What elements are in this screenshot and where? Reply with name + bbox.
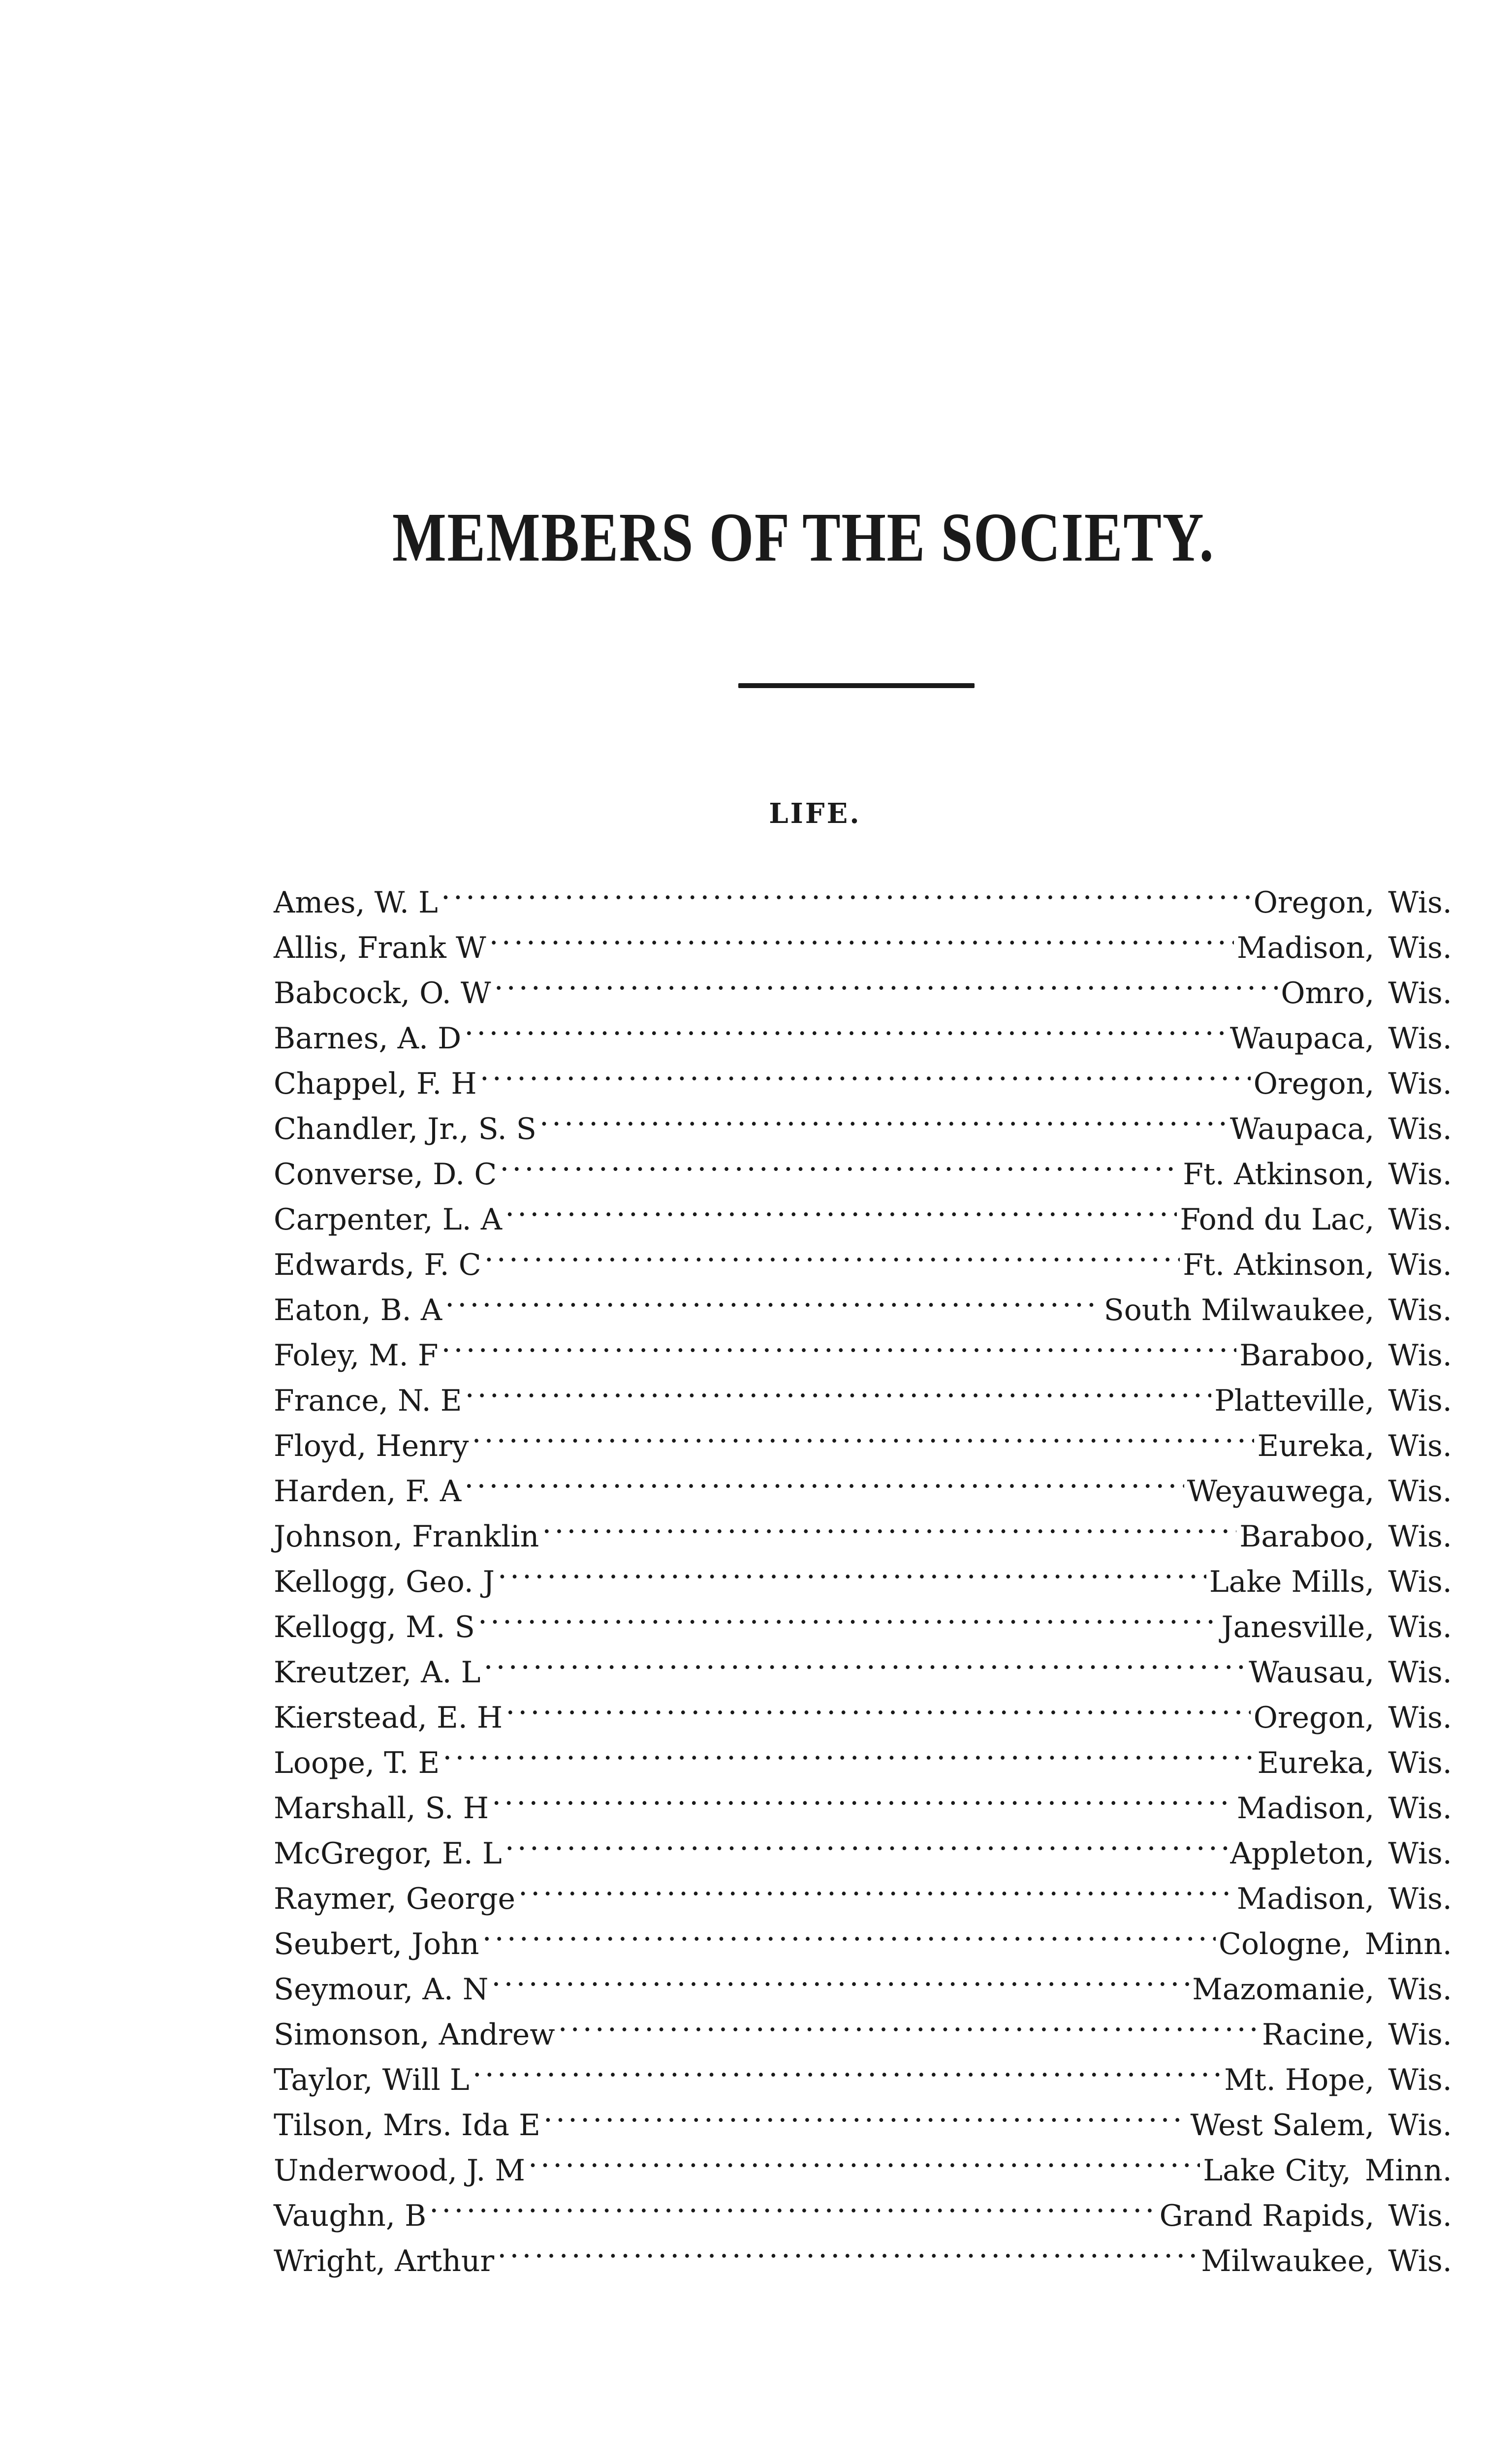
member-location: Eureka, (1257, 1429, 1375, 1463)
member-location: Racine, (1261, 2018, 1375, 2052)
member-location: Waupaca, (1229, 1021, 1375, 1056)
member-name: Kellogg, Geo. J (274, 1565, 495, 1599)
dot-leader (484, 1230, 1180, 1275)
member-name: Underwood, J. M (274, 2153, 525, 2188)
member-state: Wis. (1388, 1021, 1452, 1056)
dot-leader (528, 2135, 1200, 2180)
member-name: Barnes, A. D (274, 1021, 462, 1056)
member-state: Wis. (1388, 1338, 1452, 1373)
member-state: Wis. (1388, 885, 1452, 920)
dot-leader (472, 1411, 1254, 1456)
member-state: Wis. (1388, 1248, 1452, 1282)
dot-leader (464, 1456, 1184, 1501)
dot-leader (498, 1546, 1206, 1592)
dot-leader (494, 958, 1278, 1003)
member-name: Taylor, Will L (274, 2063, 470, 2097)
dot-leader (505, 1682, 1250, 1728)
member-name: Wright, Arthur (274, 2244, 495, 2278)
member-state: Wis. (1388, 931, 1452, 965)
member-state: Wis. (1388, 1112, 1452, 1146)
member-state: Wis. (1388, 976, 1452, 1010)
dot-leader (464, 1003, 1227, 1048)
member-state: Wis. (1388, 2018, 1452, 2052)
member-location: Ft. Atkinson, (1183, 1157, 1375, 1192)
member-state: Wis. (1388, 1384, 1452, 1418)
member-name: McGregor, E. L (274, 1836, 502, 1871)
member-state: Wis. (1388, 1836, 1452, 1871)
member-name: Chappel, F. H (274, 1067, 477, 1101)
member-location: Janesville, (1221, 1610, 1375, 1644)
member-state: Wis. (1388, 2244, 1452, 2278)
member-name: Floyd, Henry (274, 1429, 469, 1463)
member-location: Appleton, (1230, 1836, 1375, 1871)
dot-leader (542, 1501, 1236, 1546)
member-state: Wis. (1388, 1746, 1452, 1780)
dot-leader (558, 1999, 1259, 2045)
member-location: Baraboo, (1239, 1338, 1375, 1373)
member-location: Madison, (1236, 1882, 1375, 1916)
dot-leader (491, 1954, 1189, 1999)
member-location: Mazomanie, (1192, 1972, 1375, 2007)
dot-leader (478, 1592, 1219, 1637)
member-name: Simonson, Andrew (274, 2018, 555, 2052)
member-location: Cologne, (1219, 1927, 1352, 1961)
member-location: Ft. Atkinson, (1183, 1248, 1375, 1282)
member-state: Wis. (1388, 2199, 1452, 2233)
member-location: Madison, (1236, 1791, 1375, 1826)
title-rule-divider (738, 683, 975, 688)
member-state: Wis. (1388, 2108, 1452, 2143)
member-name: Kellogg, M. S (274, 1610, 475, 1644)
member-name: Allis, Frank W (274, 931, 486, 965)
member-location: Fond du Lac, (1180, 1202, 1375, 1237)
member-state: Wis. (1388, 1610, 1452, 1644)
member-state: Wis. (1388, 1701, 1452, 1735)
dot-leader (442, 1728, 1254, 1773)
member-location: Oregon, (1253, 885, 1375, 920)
member-location: Eureka, (1257, 1746, 1375, 1780)
member-name: Carpenter, L. A (274, 1202, 503, 1237)
dot-leader (492, 1773, 1234, 1818)
member-state: Wis. (1388, 1474, 1452, 1509)
member-name: Converse, D. C (274, 1157, 497, 1192)
dot-leader (505, 1184, 1177, 1230)
dot-leader (483, 1637, 1246, 1682)
dot-leader (489, 913, 1234, 958)
dot-leader (445, 1275, 1101, 1320)
member-name: Raymer, George (274, 1882, 516, 1916)
dot-leader (441, 867, 1251, 913)
member-name: Foley, M. F (274, 1338, 439, 1373)
member-location: Waupaca, (1229, 1112, 1375, 1146)
member-name: Kreutzer, A. L (274, 1655, 481, 1690)
member-state: Wis. (1388, 1293, 1452, 1327)
dot-leader (497, 2226, 1198, 2271)
member-location: Lake City, (1203, 2153, 1352, 2188)
member-name: Seymour, A. N (274, 1972, 489, 2007)
dot-leader (482, 1909, 1216, 1954)
member-name: Harden, F. A (274, 1474, 462, 1509)
list-item (274, 867, 1452, 920)
member-name: Marshall, S. H (274, 1791, 489, 1826)
section-heading: LIFE. (769, 797, 861, 830)
member-name: Chandler, Jr., S. S (274, 1112, 536, 1146)
member-location: Omro, (1281, 976, 1375, 1010)
member-location: Mt. Hope, (1224, 2063, 1375, 2097)
member-state: Minn. (1365, 2153, 1452, 2188)
member-name: Kierstead, E. H (274, 1701, 503, 1735)
member-name: Johnson, Franklin (274, 1519, 539, 1554)
member-name: Tilson, Mrs. Ida E (274, 2108, 540, 2143)
member-location: Milwaukee, (1201, 2244, 1375, 2278)
member-name: Babcock, O. W (274, 976, 491, 1010)
dot-leader (539, 1094, 1227, 1139)
member-name: Vaughn, B (274, 2199, 427, 2233)
member-state: Wis. (1388, 1157, 1452, 1192)
dot-leader (480, 1048, 1251, 1094)
dot-leader (500, 1139, 1180, 1184)
member-location: Weyauwega, (1187, 1474, 1375, 1509)
page-title: MEMBERS OF THE SOCIETY. (392, 498, 1215, 576)
member-location: Baraboo, (1239, 1519, 1375, 1554)
member-list (274, 867, 1452, 2278)
member-location: West Salem, (1190, 2108, 1375, 2143)
member-state: Wis. (1388, 2063, 1452, 2097)
member-location: Platteville, (1214, 1384, 1375, 1418)
member-state: Wis. (1388, 1791, 1452, 1826)
member-state: Wis. (1388, 1519, 1452, 1554)
member-state: Minn. (1365, 1927, 1452, 1961)
member-state: Wis. (1388, 1882, 1452, 1916)
member-state: Wis. (1388, 1202, 1452, 1237)
member-state: Wis. (1388, 1972, 1452, 2007)
dot-leader (429, 2180, 1156, 2226)
dot-leader (505, 1818, 1228, 1863)
member-name: Ames, W. L (274, 885, 438, 920)
dot-leader (441, 1320, 1236, 1365)
dot-leader (543, 2090, 1188, 2135)
member-name: France, N. E (274, 1384, 462, 1418)
member-location: Wausau, (1249, 1655, 1375, 1690)
member-location: Oregon, (1253, 1067, 1375, 1101)
member-location: Grand Rapids, (1159, 2199, 1375, 2233)
dot-leader (518, 1863, 1234, 1909)
member-name: Seubert, John (274, 1927, 479, 1961)
member-name: Eaton, B. A (274, 1293, 442, 1327)
member-location: Lake Mills, (1209, 1565, 1375, 1599)
member-location: Madison, (1236, 931, 1375, 965)
member-location: Oregon, (1253, 1701, 1375, 1735)
member-state: Wis. (1388, 1429, 1452, 1463)
member-name: Loope, T. E (274, 1746, 440, 1780)
dot-leader (465, 1365, 1212, 1411)
dot-leader (472, 2045, 1222, 2090)
member-location: South Milwaukee, (1103, 1293, 1375, 1327)
member-state: Wis. (1388, 1565, 1452, 1599)
member-state: Wis. (1388, 1655, 1452, 1690)
member-name: Edwards, F. C (274, 1248, 481, 1282)
member-state: Wis. (1388, 1067, 1452, 1101)
